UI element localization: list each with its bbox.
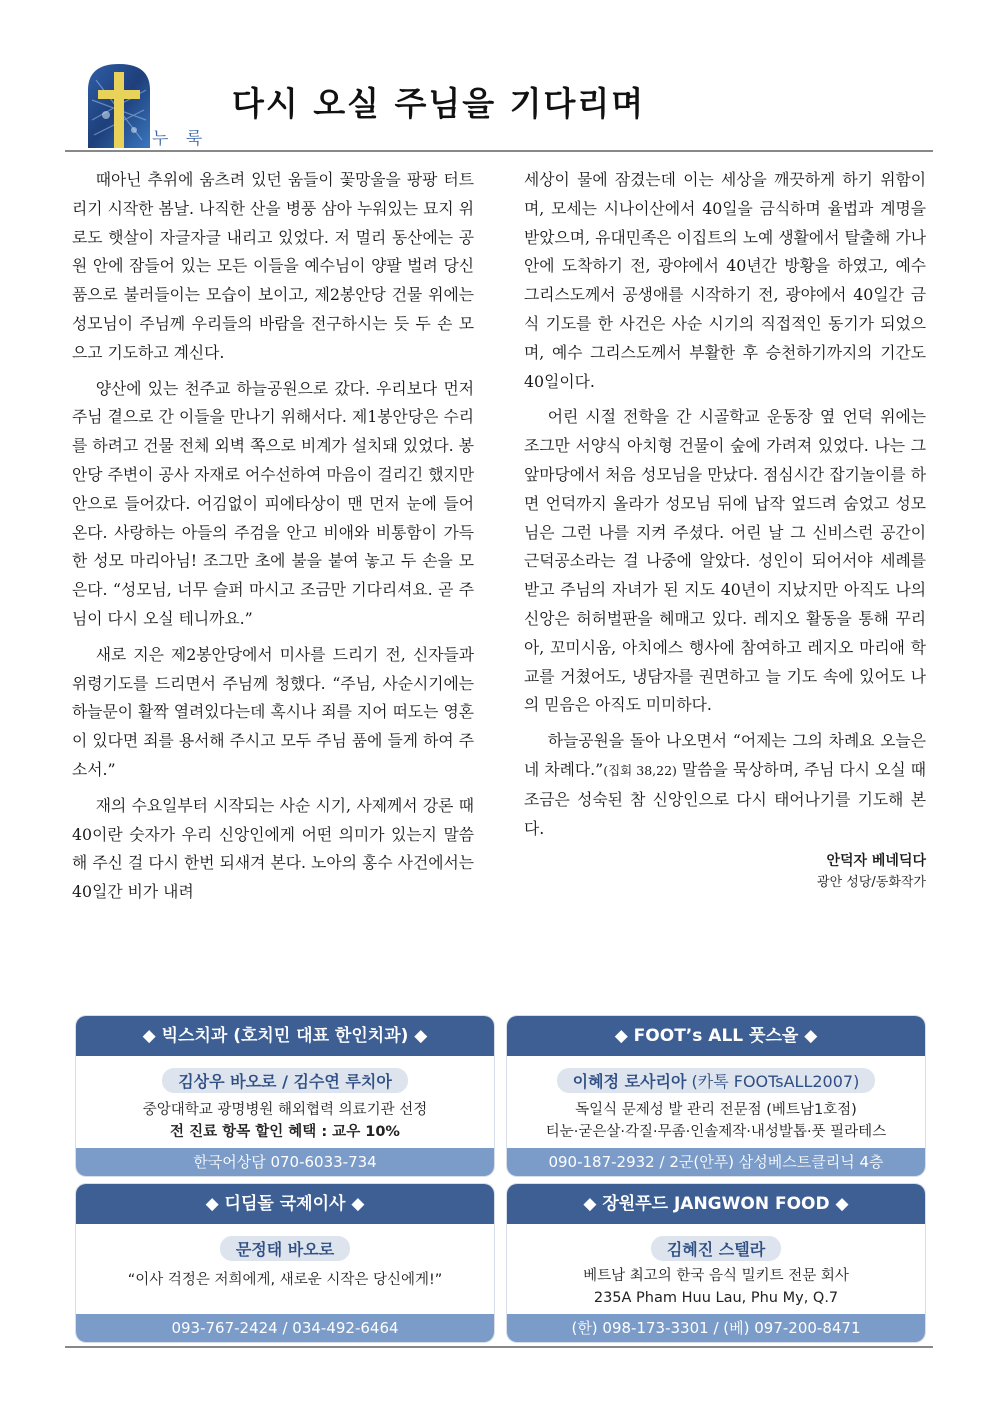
article-paragraph	[524, 727, 926, 843]
ad-title: ◆ 빅스치과 (호치민 대표 한인치과) ◆	[76, 1016, 494, 1056]
article-paragraph: 때아닌 추위에 움츠려 있던 움들이 꽃망울을 팡팡 터트리기 시작한 봄날. 나직한 산을 병풍 삼아 누워있는 묘지 위로도 햇살이 자글자글 내리고 있었다. 저 멀리 동산에는 공원 안에 잠들어 있는 모든 이들을 예수님이 양팔 벌려 당신 품으로 불러들이는 모습이 보이고, 제2봉안당 건물 위에는 성모님이 주님께 우리들의 바람을 전구하시는 듯 두 손 모으고 기도하고 계신다.	[72, 170, 474, 362]
ad-contact-name: 김상우 바오로 / 김수연 루치아	[162, 1068, 408, 1093]
article-paragraph: 새로 지은 제2봉안당에서 미사를 드리기 전, 신자들과 위령기도를 드리면서 주님께 청했다. “주님, 사순시기에는 하늘문이 활짝 열려있다는데 혹시나 죄를 지어 떠도는 영혼이 있다면 죄를 용서해 주시고 모두 주님 품에 들게 하여 주소서.”	[72, 644, 474, 779]
header-divider	[65, 150, 933, 152]
article-paragraph: 어린 시절 전학을 간 시골학교 운동장 옆 언덕 위에는 조그만 서양식 아치형 건물이 숲에 가려져 있었다. 나는 그 앞마당에서 처음 성모님을 만났다. 점심시간 잡기놀이를 하면 언덕까지 올라가 성모님 뒤에 납작 엎드려 숨었고 성모님은 그런 나를 지켜 주셨다. 어린 날 그 신비스런 공간이 근덕공소라는 걸 나중에 알았다. 성인이 되어서야 세례를 받고 주님의 자녀가 된 지도 40년이 지났지만 아직도 나의 신앙은 허허벌판을 헤매고 있다. 레지오 활동을 통해 꾸리아, 꼬미시움, 아치에스 행사에 참여하고 레지오 마리애 학교를 거쳤어도, 냉담자를 권면하고 늘 기도 속에 있어도 나의 믿음은 아직도 미미하다.	[524, 407, 926, 715]
ad-address: 235A Pham Huu Lau, Phu My, Q.7	[593, 1290, 839, 1306]
logo-label: 누 룩	[152, 129, 209, 149]
article-paragraph: 양산에 있는 천주교 하늘공원으로 갔다. 우리보다 먼저 주님 곁으로 간 이들을 만나기 위해서다. 제1봉안당은 수리를 하려고 건물 전체 외벽 쪽으로 비계가 설치돼 있었다. 봉안당 주변이 공사 자재로 어수선하여 마음이 걸리긴 했지만 안으로 들어갔다. 어김없이 피에타상이 맨 먼저 눈에 들어온다. 사랑하는 아들의 주검을 안고 비애와 비통함이 가득한 성모 마리아님! 조그만 초에 불을 붙여 놓고 두 손을 모은다. “성모님, 너무 슬퍼 마시고 조금만 기다리셔요. 곧 주님이 다시 오실 테니까요.”	[72, 378, 474, 628]
ad-box-didimdol-moving	[76, 1184, 494, 1342]
ad-box-bics-dental	[76, 1016, 494, 1176]
ad-phone[interactable]: 한국어상담 070-6033-734	[76, 1148, 494, 1176]
scripture-citation: (집회 38,22)	[603, 762, 677, 778]
ad-contact-name: 문정태 바오로	[220, 1236, 350, 1261]
ad-services: 티눈·굳은살·각질·무좀·인솔제작·내성발톱·풋 필라테스	[545, 1124, 887, 1140]
closing-text: 말씀을 묵상하며, 주님 다시 오실 때 조금은 성숙된 참 신앙인으로 다시 태어나기를 기도해 본다.	[524, 759, 926, 838]
page-title: 다시 오실 주님을 기다리며	[232, 84, 646, 123]
ad-description: 독일식 문제성 발 관리 전문점 (베트남1호점)	[575, 1102, 857, 1118]
article-right-column	[524, 166, 926, 894]
ad-phone[interactable]: 093-767-2424 / 034-492-6464	[76, 1314, 494, 1342]
ad-box-foots-all	[507, 1016, 925, 1176]
ad-description: 베트남 최고의 한국 음식 밀키트 전문 회사	[583, 1268, 849, 1284]
ad-discount: 전 진료 항목 할인 혜택 : 교우 10%	[170, 1124, 400, 1140]
ad-box-jangwon-food	[507, 1184, 925, 1342]
ad-title: ◆ 디딤돌 국제이사 ◆	[76, 1184, 494, 1224]
article-paragraph: 재의 수요일부터 시작되는 사순 시기, 사제께서 강론 때 40이란 숫자가 우리 신앙인에게 어떤 의미가 있는지 말씀해 주신 걸 다시 한번 되새겨 본다. 노아의 홍수 사건에서는 40일간 비가 내려	[72, 795, 474, 902]
quote-text: 하늘공원을 돌아 나오면서 “어제는 그의 차례요 오늘은 네 차례다.”	[524, 731, 926, 779]
ad-title: ◆ 장원푸드 JANGWON FOOD ◆	[507, 1184, 925, 1224]
ad-contact-kakao: (카톡 FOOTsALL2007)	[686, 1072, 860, 1091]
ad-phone[interactable]: (한) 098-173-3301 / (베) 097-200-8471	[507, 1314, 925, 1342]
footer-divider	[65, 1346, 933, 1348]
ad-contact-name: 김혜진 스텔라	[651, 1236, 781, 1261]
ad-title: ◆ FOOT’s ALL 풋스올 ◆	[507, 1016, 925, 1056]
author-name: 안덕자 베네딕다	[826, 853, 926, 870]
article-left-column	[72, 166, 474, 996]
ad-slogan: “이사 걱정은 저희에게, 새로운 시작은 당신에게!”	[127, 1272, 443, 1288]
ad-contact-name	[557, 1068, 876, 1093]
cross-logo-icon	[84, 60, 154, 150]
ad-phone[interactable]: 090-187-2932 / 2군(안푸) 삼성베스트클리닉 4층	[507, 1148, 925, 1176]
ad-description: 중앙대학교 광명병원 해외협력 의료기관 선정	[142, 1102, 428, 1118]
article-paragraph: 세상이 물에 잠겼는데 이는 세상을 깨끗하게 하기 위함이며, 모세는 시나이산에서 40일을 금식하며 율법과 계명을 받았으며, 유대민족은 이집트의 노예 생활에서 탈출해 가나안에 도착하기 전, 광야에서 40년간 방황을 하였고, 예수 그리스도께서 공생애를 시작하기 전, 광야에서 40일간 금식 기도를 한 사건은 사순 시기의 직접적인 동기가 되었으며, 예수 그리스도께서 부활한 후 승천하기까지의 기간도 40일이다.	[524, 170, 926, 391]
author-affiliation: 광안 성당/동화작가	[817, 875, 926, 891]
ad-contact-main: 이혜정 로사리아	[572, 1072, 687, 1091]
